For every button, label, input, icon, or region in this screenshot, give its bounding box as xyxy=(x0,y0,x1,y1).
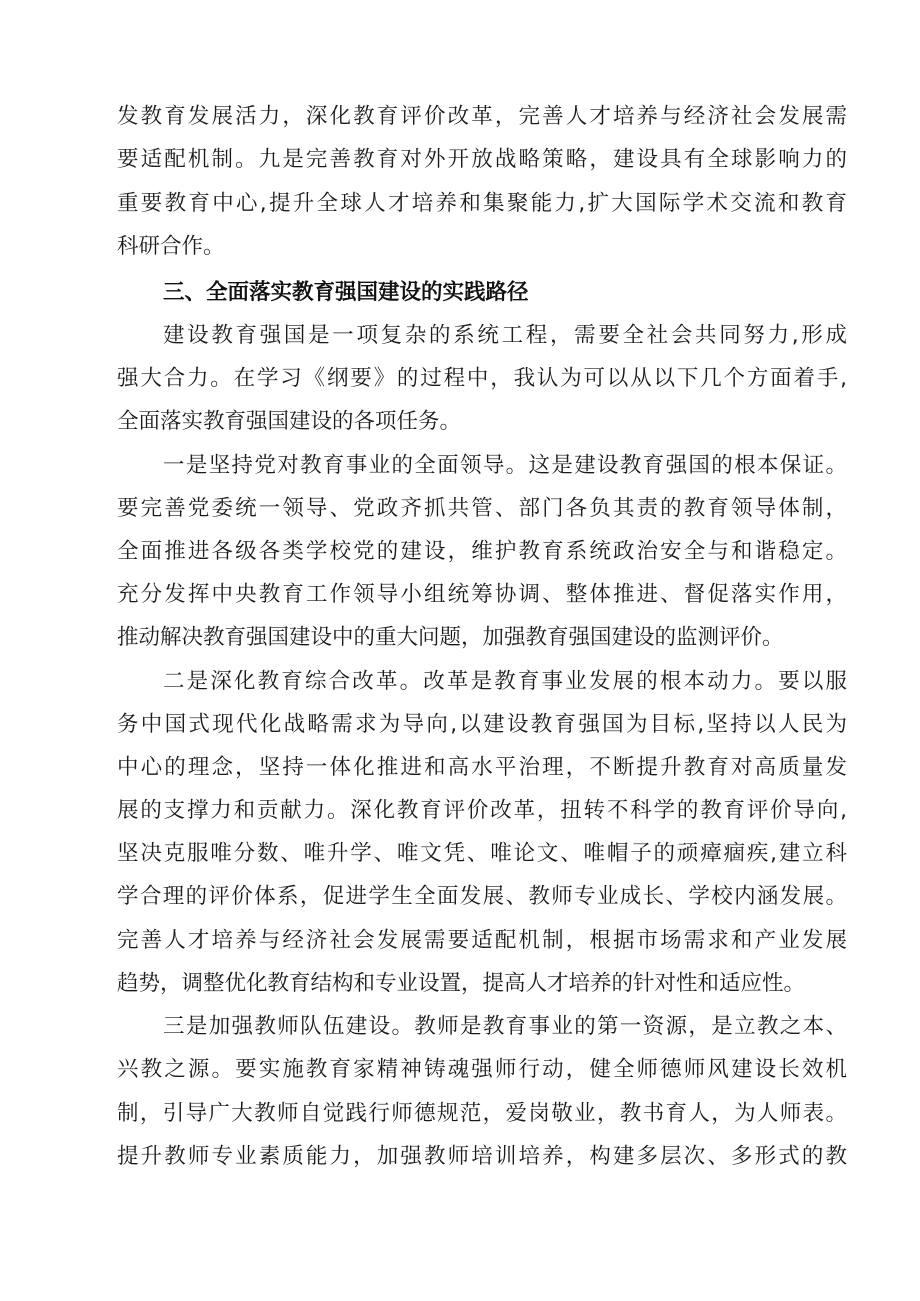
paragraph-3-line-2: 要完善党委统一领导、党政齐抓共管、部门各负其责的教育领导体制， xyxy=(117,496,847,521)
paragraph-4-line-8: 趋势，调整优化教育结构和专业设置，提高人才培养的针对性和适应性。 xyxy=(117,971,806,996)
paragraph-2-line-2: 强大合力。在学习《纲要》的过程中，我认为可以从以下几个方面着手, xyxy=(117,366,847,391)
paragraph-1-line-3: 重要教育中心,提升全球人才培养和集聚能力,扩大国际学术交流和教育 xyxy=(117,191,847,216)
paragraph-3-line-4: 充分发挥中央教育工作领导小组统筹协调、整体推进、督促落实作用， xyxy=(117,582,847,607)
paragraph-4-line-3: 中心的理念，坚持一体化推进和高水平治理，不断提升教育对高质量发 xyxy=(117,755,847,780)
paragraph-2-line-1: 建设教育强国是一项复杂的系统工程，需要全社会共同努力,形成 xyxy=(163,323,847,348)
paragraph-4-line-7: 完善人才培养与经济社会发展需要适配机制，根据市场需求和产业发展 xyxy=(117,928,847,953)
paragraph-4-line-2: 务中国式现代化战略需求为导向,以建设教育强国为目标,坚持以人民为 xyxy=(117,712,847,737)
paragraph-4-line-6: 学合理的评价体系，促进学生全面发展、教师专业成长、学校内涵发展。 xyxy=(117,884,847,909)
paragraph-5-line-3: 制，引导广大教师自觉践行师德规范，爱岗敬业，教书育人，为人师表。 xyxy=(117,1101,847,1126)
paragraph-3-line-1: 一是坚持党对教育事业的全面领导。这是建设教育强国的根本保证。 xyxy=(163,453,847,478)
paragraph-4-line-4: 展的支撑力和贡献力。深化教育评价改革，扭转不科学的教育评价导向, xyxy=(117,798,847,823)
paragraph-1-line-1: 发教育发展活力，深化教育评价改革，完善人才培养与经济社会发展需 xyxy=(117,104,847,129)
paragraph-5-line-2: 兴教之源。要实施教育家精神铸魂强师行动，健全师德师风建设长效机 xyxy=(117,1057,847,1082)
paragraph-3-line-3: 全面推进各级各类学校党的建设，维护教育系统政治安全与和谐稳定。 xyxy=(117,539,847,564)
paragraph-4-line-5: 坚决克服唯分数、唯升学、唯文凭、唯论文、唯帽子的顽瘴痼疾,建立科 xyxy=(117,841,847,866)
paragraph-3-line-5: 推动解决教育强国建设中的重大问题，加强教育强国建设的监测评价。 xyxy=(117,625,784,650)
paragraph-5-line-1: 三是加强教师队伍建设。教师是教育事业的第一资源，是立教之本、 xyxy=(163,1014,847,1039)
paragraph-5-line-4: 提升教师专业素质能力，加强教师培训培养，构建多层次、多形式的教 xyxy=(117,1144,847,1169)
paragraph-2-line-3: 全面落实教育强国建设的各项任务。 xyxy=(117,409,462,434)
section-heading: 三、全面落实教育强国建设的实践路径 xyxy=(163,280,529,305)
paragraph-1-line-2: 要适配机制。九是完善教育对外开放战略策略，建设具有全球影响力的 xyxy=(117,147,847,172)
paragraph-4-line-1: 二是深化教育综合改革。改革是教育事业发展的根本动力。要以服 xyxy=(163,669,847,694)
paragraph-1-line-4: 科研合作。 xyxy=(117,234,225,259)
